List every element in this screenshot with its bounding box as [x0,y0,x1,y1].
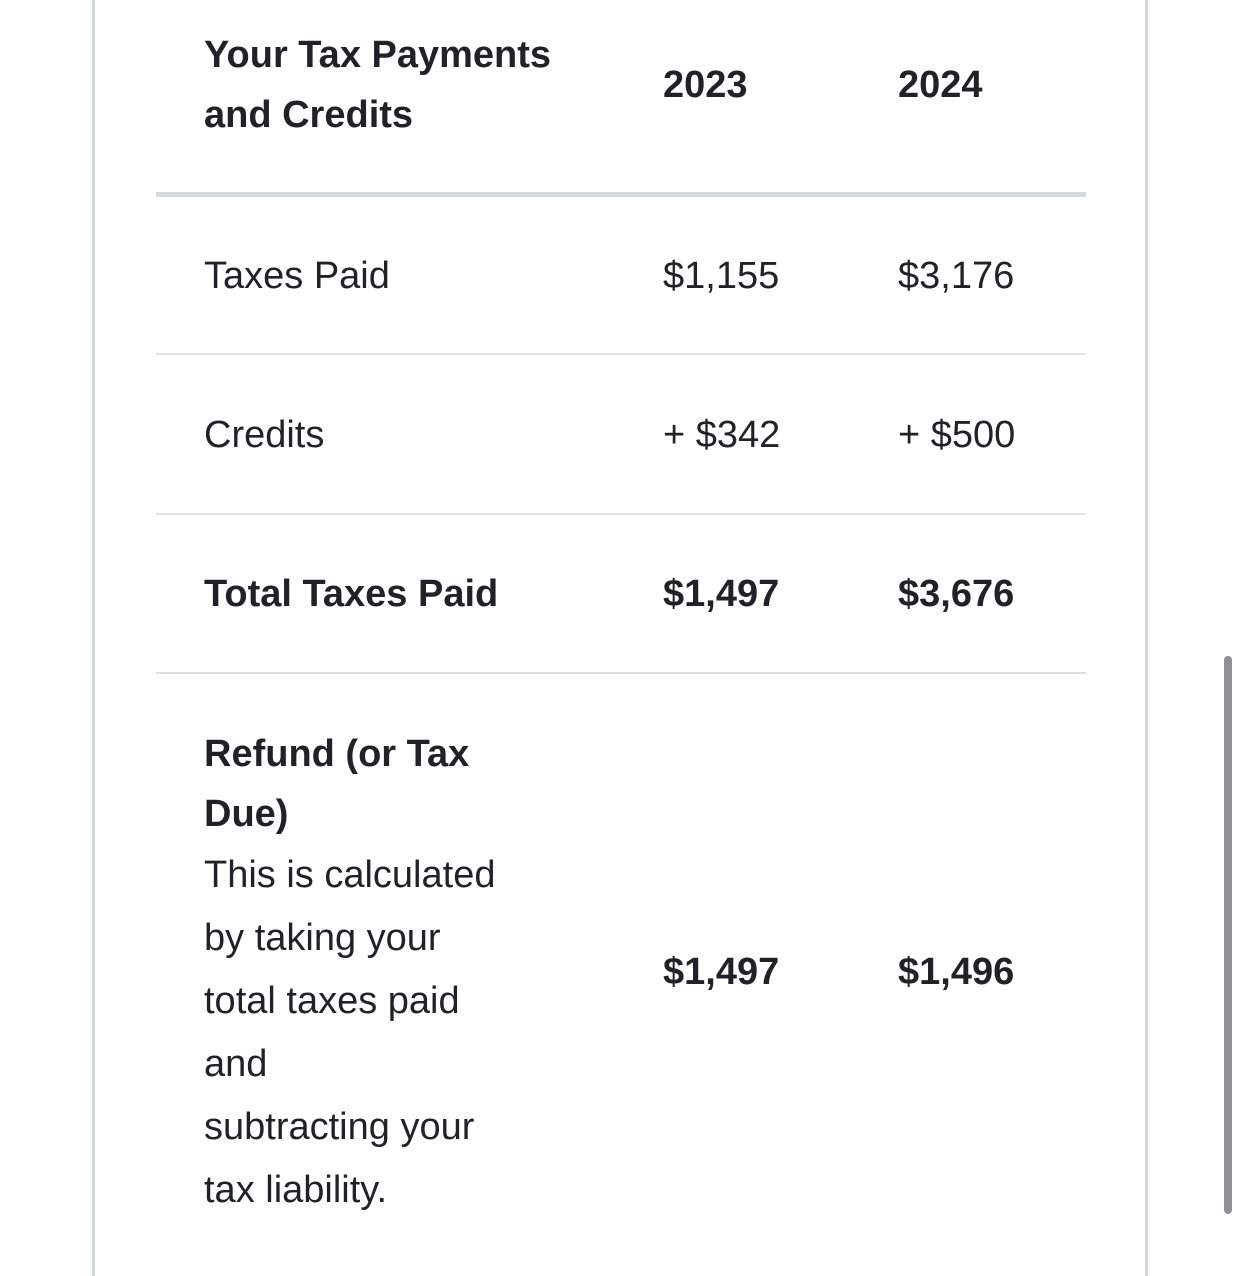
row-value-2023: + $342 [663,414,781,456]
row-value-2023: $1,155 [663,255,780,297]
refund-description-line: This is calculated [204,854,496,896]
row-label: Taxes Paid [204,255,390,297]
refund-description-line: tax liability. [204,1169,388,1211]
refund-description [204,844,544,1222]
refund-title: Refund (or Tax Due) [204,733,470,835]
refund-value-2024: $1,496 [898,951,1015,993]
row-value-2024: + $500 [898,414,1016,456]
refund-description-line: and [204,1043,268,1085]
row-value-2023: $1,497 [663,573,780,615]
row-label: Credits [204,414,325,456]
refund-description-line: total taxes paid [204,980,460,1022]
card-border-left [92,0,95,1276]
row-value-2024: $3,676 [898,573,1015,615]
scrollbar-thumb[interactable] [1224,656,1232,1214]
header-label: Your Tax Payments and Credits [204,34,552,136]
row-label: Total Taxes Paid [204,573,499,615]
refund-value-2023: $1,497 [663,951,780,993]
row-value-2024: $3,176 [898,255,1015,297]
header-2023: 2023 [663,64,748,106]
row-divider [156,672,1086,674]
header-divider [156,192,1086,197]
card-border-right [1145,0,1148,1276]
row-divider [156,513,1086,515]
row-divider [156,353,1086,355]
header-2024: 2024 [898,64,983,106]
refund-label-block [204,724,544,1222]
refund-description-line: by taking your [204,917,441,959]
refund-description-line: subtracting your [204,1106,475,1148]
